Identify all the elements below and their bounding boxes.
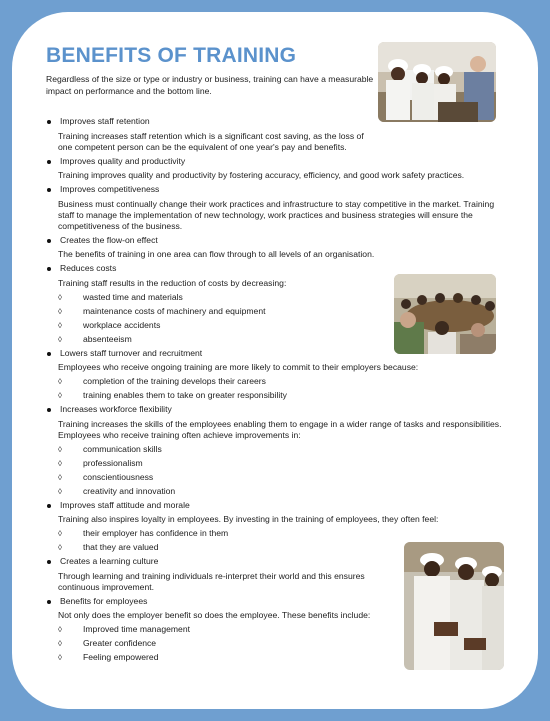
diamond-bullet-icon: ◊ bbox=[58, 391, 62, 400]
sub-item-text: that they are valued bbox=[83, 542, 159, 552]
benefit-section bbox=[46, 184, 506, 232]
benefit-section bbox=[46, 500, 506, 554]
benefit-section bbox=[46, 404, 506, 497]
benefit-heading-text: Improves staff retention bbox=[60, 116, 150, 126]
sub-item bbox=[58, 292, 506, 303]
benefit-heading-text: Improves staff attitude and morale bbox=[60, 499, 190, 510]
diamond-bullet-icon: ◊ bbox=[58, 486, 62, 496]
bullet-icon bbox=[47, 188, 51, 192]
benefit-description: Training increases the skills of the employees enabling them to engage in a wider range of tasks and responsibilities. Employees who receive training often achieve improvements in: bbox=[58, 418, 502, 440]
benefit-description: Training increases staff retention which is a significant cost saving, as the loss of one competent person can be the equivalent of one year's pay and benefits. bbox=[58, 130, 364, 152]
benefit-heading bbox=[46, 184, 506, 196]
benefit-section bbox=[46, 596, 506, 664]
sub-item-text: Feeling empowered bbox=[83, 652, 159, 662]
benefit-heading-text: Creates a learning culture bbox=[60, 556, 159, 566]
diamond-bullet-icon: ◊ bbox=[58, 543, 62, 552]
sub-item bbox=[58, 390, 506, 401]
benefit-heading-text: Reduces costs bbox=[60, 263, 117, 273]
benefit-heading bbox=[46, 404, 506, 416]
bullet-icon bbox=[47, 600, 51, 604]
diamond-bullet-icon: ◊ bbox=[58, 458, 62, 468]
benefit-section bbox=[46, 263, 506, 345]
benefit-heading-text: Improves competitiveness bbox=[60, 184, 160, 194]
bullet-icon bbox=[47, 408, 51, 412]
photo-hardhat-workers bbox=[378, 42, 496, 122]
sub-item bbox=[58, 458, 506, 469]
sub-item bbox=[58, 306, 506, 317]
sub-item bbox=[58, 528, 506, 539]
benefit-heading-text: Lowers staff turnover and recruitment bbox=[60, 347, 203, 358]
sub-item-text: completion of the training develops their careers bbox=[83, 376, 266, 386]
sub-item-text: Improved time management bbox=[83, 624, 190, 634]
diamond-bullet-icon: ◊ bbox=[58, 306, 62, 316]
benefit-heading bbox=[46, 348, 506, 360]
benefit-description: Not only does the employer benefit so does the employee. These benefits include: bbox=[58, 610, 371, 620]
sub-item-text: their employer has confidence in them bbox=[83, 528, 229, 538]
sub-item-text: wasted time and materials bbox=[83, 291, 183, 302]
benefit-section bbox=[46, 556, 506, 593]
diamond-bullet-icon: ◊ bbox=[58, 653, 62, 662]
bullet-icon bbox=[47, 267, 51, 271]
bullet-icon bbox=[47, 352, 51, 356]
diamond-bullet-icon: ◊ bbox=[58, 377, 62, 386]
benefit-heading bbox=[46, 116, 506, 128]
bullet-icon bbox=[47, 120, 51, 124]
sub-item bbox=[58, 638, 506, 649]
sub-item bbox=[58, 542, 506, 553]
sub-item bbox=[58, 376, 506, 387]
benefit-section bbox=[46, 116, 506, 153]
benefit-description: Through learning and training individuals re-interpret their world and this ensures continuous improvement. bbox=[58, 570, 365, 592]
bullet-icon bbox=[47, 239, 51, 243]
sub-item bbox=[58, 652, 506, 663]
benefit-heading bbox=[46, 263, 506, 275]
benefit-section bbox=[46, 235, 506, 261]
benefit-heading-text: Creates the flow-on effect bbox=[60, 234, 158, 245]
diamond-bullet-icon: ◊ bbox=[58, 472, 62, 482]
sub-item bbox=[58, 624, 506, 635]
benefit-description: Training staff results in the reduction of costs by decreasing: bbox=[58, 277, 287, 288]
sub-item-text: professionalism bbox=[83, 457, 143, 468]
benefit-description: The benefits of training in one area can flow through to all levels of an organisation. bbox=[58, 249, 375, 259]
diamond-bullet-icon: ◊ bbox=[58, 529, 62, 538]
diamond-bullet-icon: ◊ bbox=[58, 625, 62, 634]
benefits-list bbox=[46, 116, 506, 666]
diamond-bullet-icon: ◊ bbox=[58, 639, 62, 648]
benefit-section bbox=[46, 348, 506, 402]
sub-item-text: Greater confidence bbox=[83, 638, 157, 648]
benefit-section bbox=[46, 156, 506, 182]
benefit-description: Business must continually change their work practices and infrastructure to stay competitive in the market. Training staff to manage the implementation of new technology, work practices and business strategies will ensure the competitiveness of the business. bbox=[58, 198, 495, 231]
sub-item-text: absenteeism bbox=[83, 333, 132, 344]
diamond-bullet-icon: ◊ bbox=[58, 320, 62, 330]
diamond-bullet-icon: ◊ bbox=[58, 292, 62, 302]
sub-item-text: creativity and innovation bbox=[83, 485, 176, 496]
diamond-bullet-icon: ◊ bbox=[58, 444, 62, 454]
sub-item-text: conscientiousness bbox=[83, 471, 154, 482]
benefit-description: Training also inspires loyalty in employees. By investing in the training of employees, they often feel: bbox=[58, 514, 439, 524]
benefit-heading-text: Improves quality and productivity bbox=[60, 155, 186, 166]
sub-item-text: maintenance costs of machinery and equipment bbox=[83, 305, 266, 316]
benefit-description: Training improves quality and productivity by fostering accuracy, efficiency, and good work safety practices. bbox=[58, 170, 465, 180]
sub-item bbox=[58, 320, 506, 331]
sub-item bbox=[58, 486, 506, 497]
sub-item-text: workplace accidents bbox=[83, 319, 161, 330]
sub-item bbox=[58, 444, 506, 455]
sub-item bbox=[58, 334, 506, 345]
benefit-heading-text: Increases workforce flexibility bbox=[60, 404, 172, 414]
page-title: BENEFITS OF TRAINING bbox=[46, 44, 297, 67]
sub-item-text: training enables them to take on greater responsibility bbox=[83, 390, 287, 400]
benefit-heading bbox=[46, 596, 506, 608]
sub-item-text: communication skills bbox=[83, 443, 162, 454]
bullet-icon bbox=[47, 160, 51, 164]
bullet-icon bbox=[47, 504, 51, 508]
benefit-heading bbox=[46, 156, 506, 168]
benefit-heading bbox=[46, 235, 506, 247]
sub-item bbox=[58, 472, 506, 483]
benefit-heading bbox=[46, 556, 506, 568]
benefit-heading bbox=[46, 500, 506, 512]
bullet-icon bbox=[47, 560, 51, 564]
benefit-description: Employees who receive ongoing training are more likely to commit to their employers because: bbox=[58, 362, 419, 372]
intro-text: Regardless of the size or type or industry or business, training can have a measurable impact on performance and the bottom line. bbox=[46, 74, 374, 96]
diamond-bullet-icon: ◊ bbox=[58, 334, 62, 344]
benefit-heading-text: Benefits for employees bbox=[60, 595, 148, 606]
page-card bbox=[12, 12, 538, 709]
